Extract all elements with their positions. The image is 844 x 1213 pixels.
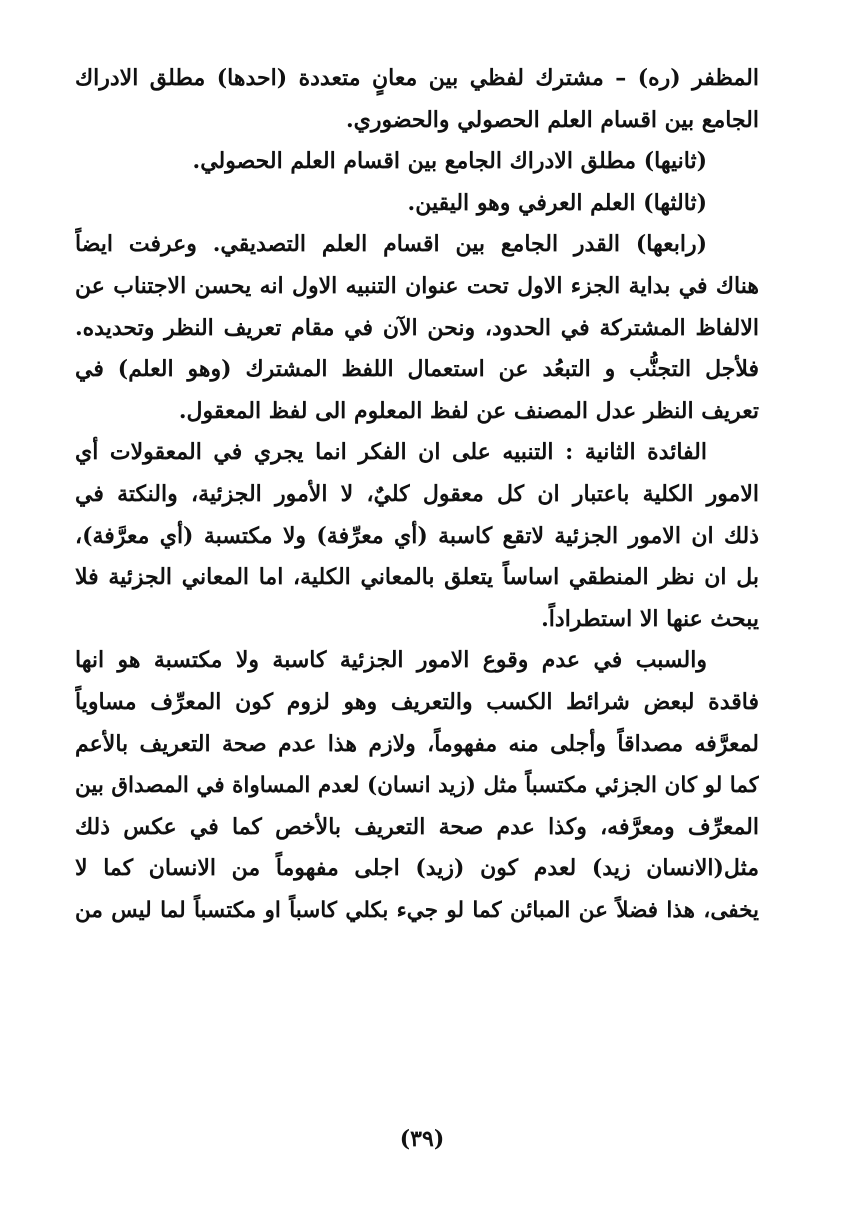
- text-line-12: ذلك ان الامور الجزئية لاتقع كاسبة (أي معرِّفة) ولا مكتسبة (أي معرَّفة)،: [75, 522, 759, 549]
- text-line-5: (رابعها) القدر الجامع بين اقسام العلم التصديقي. وعرفت ايضاً: [75, 231, 707, 258]
- document-body: [75, 58, 759, 931]
- text-line-6: هناك في بداية الجزء الاول تحت عنوان التنبيه الاول انه يحسن الاجتناب عن: [75, 272, 759, 299]
- page-number: (٣٩): [399, 1126, 445, 1152]
- text-line-19: المعرِّف ومعرَّفه، وكذا عدم صحة التعريف بالأخص كما في عكس ذلك: [75, 813, 759, 840]
- text-line-18: كما لو كان الجزئي مكتسباً مثل (زيد انسان) لعدم المساواة في المصداق بين: [75, 773, 759, 799]
- text-line-17: لمعرَّفه مصداقاً وأجلى منه مفهوماً، ولازم هذا عدم صحة التعريف بالأعم: [75, 730, 759, 757]
- text-line-13: بل ان نظر المنطقي اساساً يتعلق بالمعاني الكلية، اما المعاني الجزئية فلا: [75, 564, 759, 591]
- text-line-3: (ثانيها) مطلق الادراك الجامع بين اقسام العلم الحصولي.: [192, 148, 707, 175]
- text-line-16: فاقدة لبعض شرائط الكسب والتعريف وهو لزوم كون المعرِّف مساوياً: [75, 688, 759, 715]
- text-line-11: الامور الكلية باعتبار ان كل معقول كليٌ، لا الأمور الجزئية، والنكتة في: [75, 480, 759, 507]
- text-line-9: تعريف النظر عدل المصنف عن لفظ المعلوم الى لفظ المعقول.: [178, 397, 759, 424]
- text-line-21: يخفى، هذا فضلاً عن المبائن كما لو جيء بكلي كاسباً او مكتسباً لما ليس من: [75, 897, 759, 923]
- text-line-15: والسبب في عدم وقوع الامور الجزئية كاسبة ولا مكتسبة هو انها: [75, 647, 707, 674]
- text-line-2: الجامع بين اقسام العلم الحصولي والحضوري.: [345, 106, 759, 133]
- text-line-4: (ثالثها) العلم العرفي وهو اليقين.: [407, 189, 707, 216]
- text-line-1: المظفر (ره) – مشترك لفظي بين معانٍ متعددة (احدها) مطلق الادراك: [75, 65, 759, 91]
- text-line-20: مثل(الانسان زيد) لعدم كون (زيد) اجلى مفهوماً من الانسان كما لا: [75, 855, 759, 882]
- text-line-8: فلأجل التجنُّب و التبعُد عن استعمال اللفظ المشترك (وهو العلم) في: [75, 356, 759, 383]
- text-line-14: يبحث عنها الا استطراداً.: [541, 605, 759, 632]
- text-line-10: الفائدة الثانية : التنبيه على ان الفكر انما يجري في المعقولات أي: [75, 439, 707, 466]
- text-line-7: الالفاظ المشتركة في الحدود، ونحن الآن في مقام تعريف النظر وتحديده.: [75, 314, 759, 341]
